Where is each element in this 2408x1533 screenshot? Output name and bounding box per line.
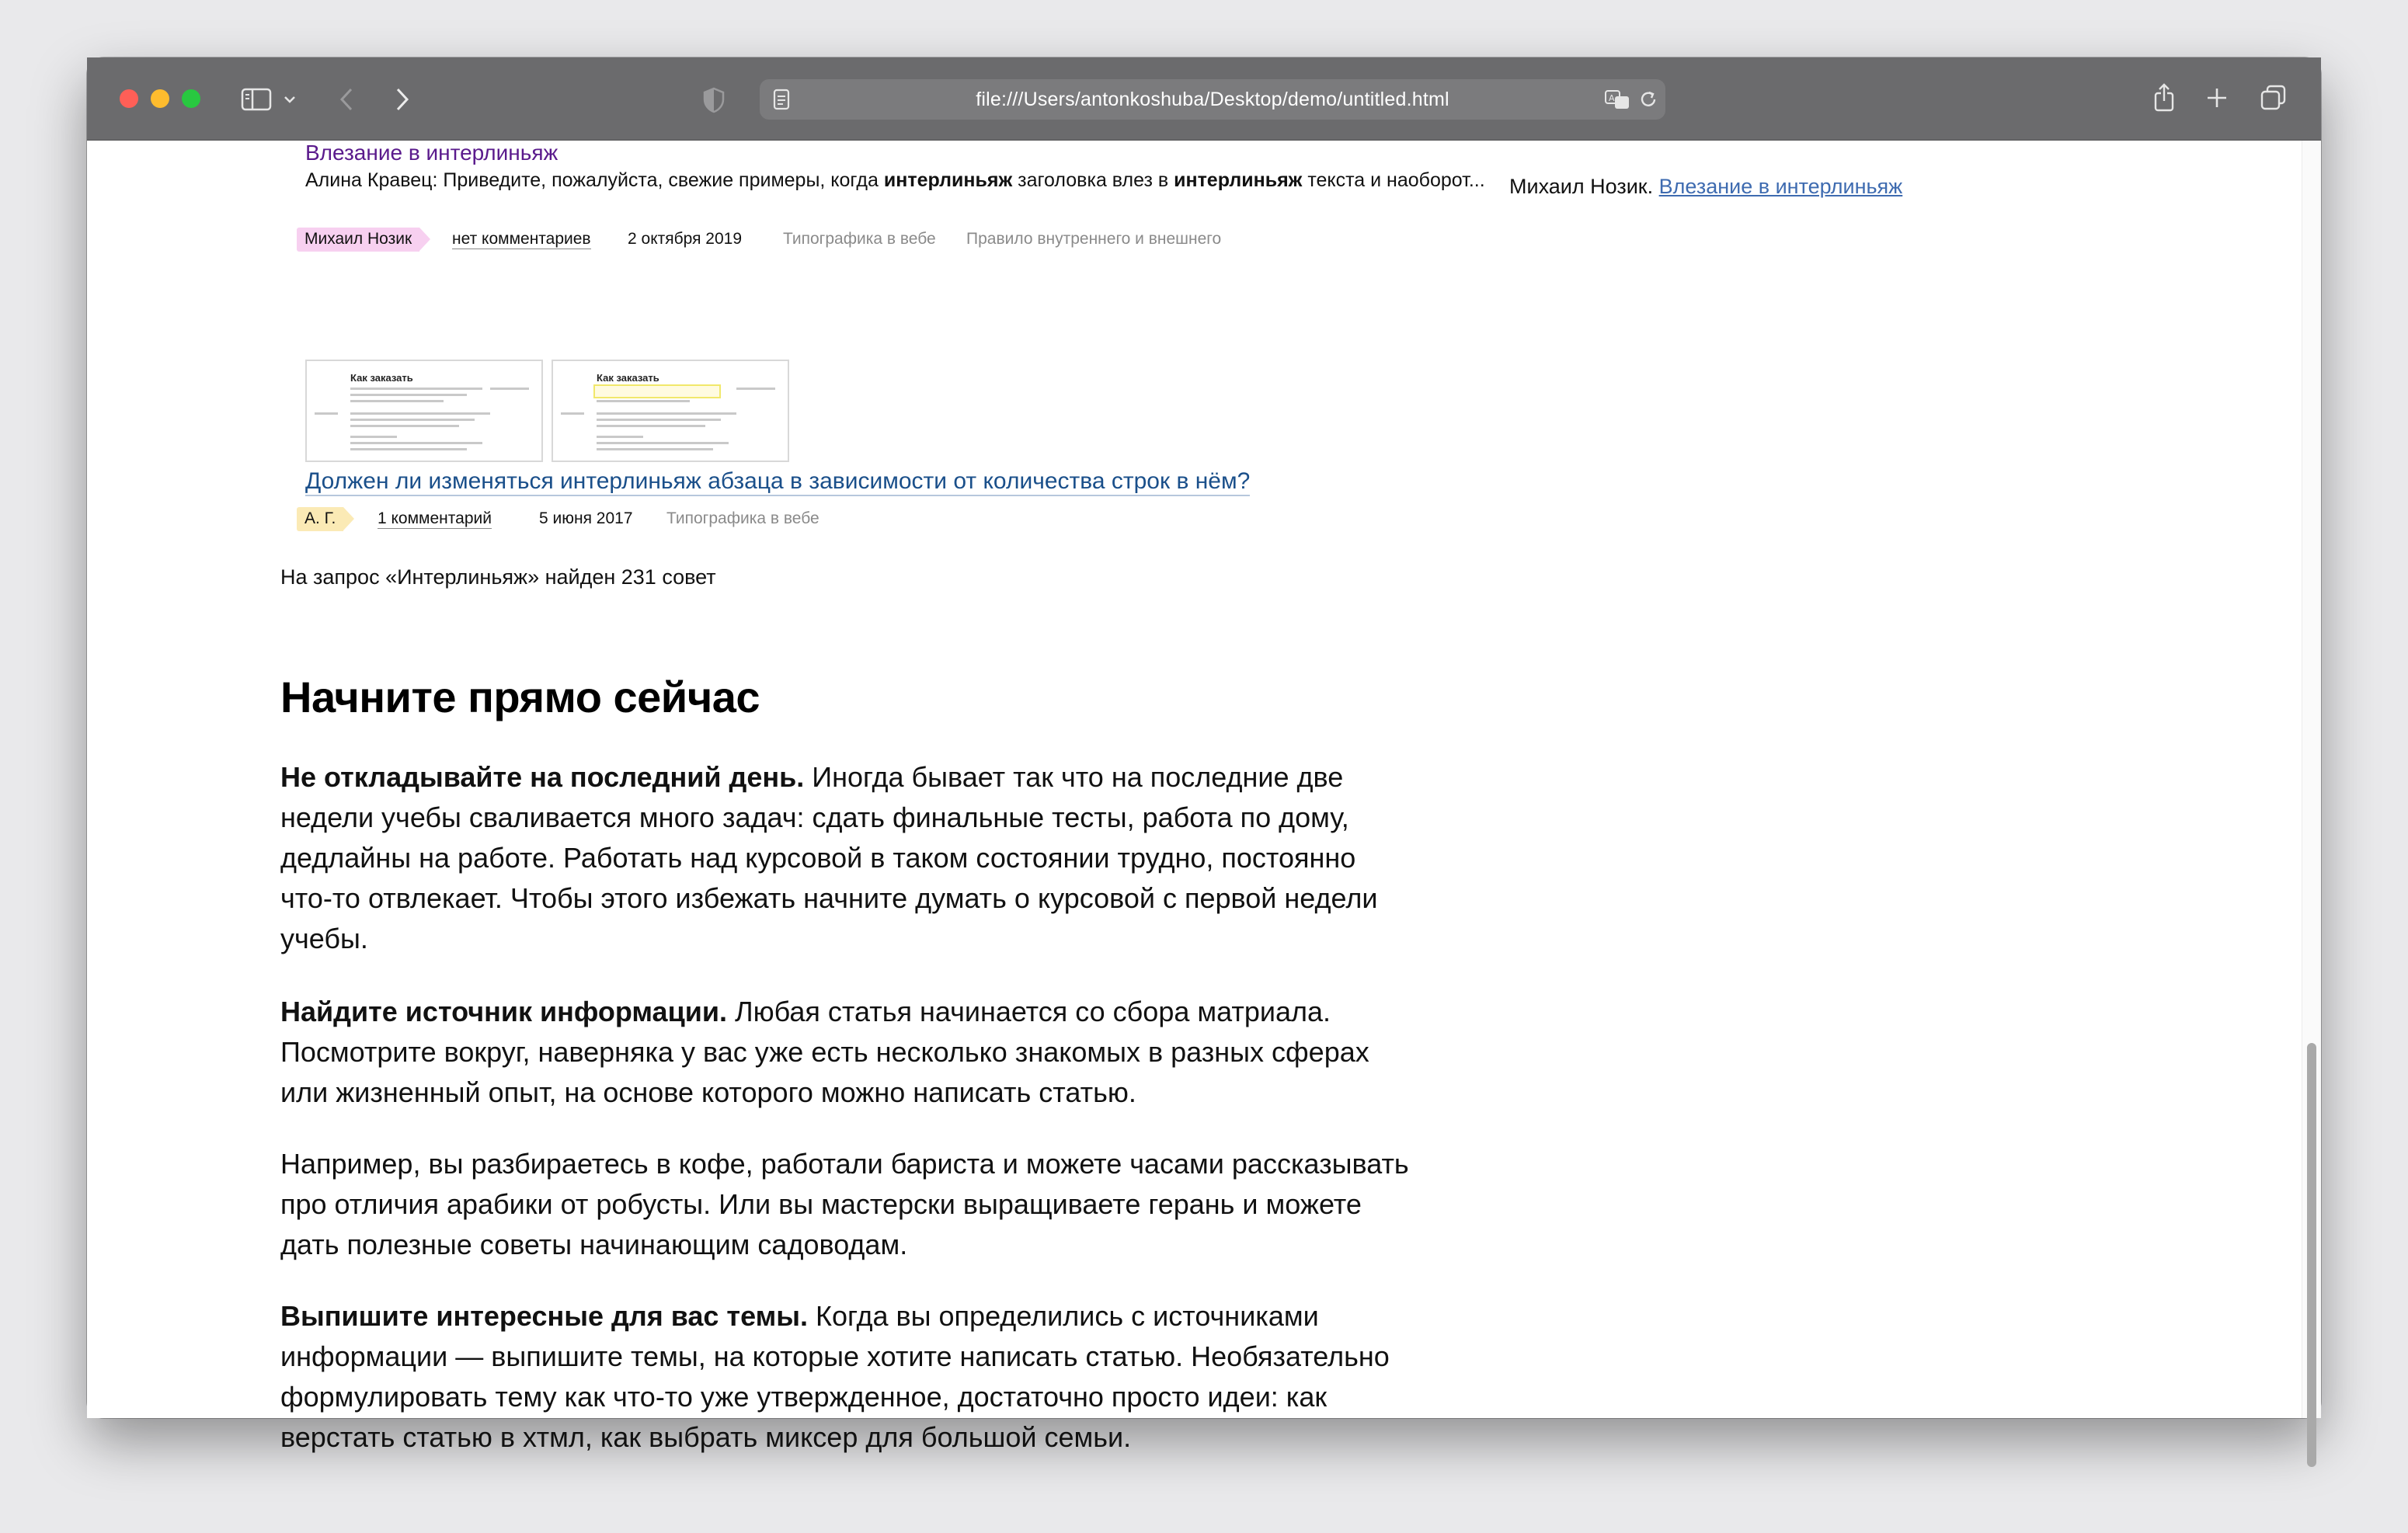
paragraph-line: верстать статью в хтмл, как выбрать миксер для большой семьи.	[280, 1421, 1132, 1453]
article-paragraph	[280, 1296, 1512, 1458]
snippet-highlight: интерлиньяж	[883, 169, 1013, 191]
date-text: 5 июня 2017	[539, 509, 633, 527]
side-note-link[interactable]: Влезание в интерлиньяж	[1658, 175, 1903, 198]
svg-text:A: A	[1609, 93, 1615, 103]
chevron-down-icon[interactable]	[281, 92, 298, 107]
article-paragraph	[280, 992, 1512, 1113]
zoom-window-button[interactable]	[182, 89, 200, 108]
author-tag[interactable]: Михаил Нозик	[297, 228, 419, 252]
paragraph-line: Иногда бывает так что на последние две	[804, 761, 1344, 793]
scrollbar-thumb[interactable]	[2307, 1043, 2316, 1467]
category-link[interactable]: Правило внутреннего и внешнего	[966, 230, 1222, 248]
category-link[interactable]: Типографика в вебе	[783, 230, 936, 248]
new-tab-icon[interactable]	[2204, 85, 2229, 110]
snippet-text: Алина Кравец: Приведите, пожалуйста, свежие примеры, когда	[305, 169, 884, 191]
date-text: 2 октября 2019	[628, 230, 742, 248]
article-paragraph	[280, 1144, 1512, 1265]
back-button[interactable]	[336, 84, 357, 115]
snippet-text: текста и наоборот...	[1302, 169, 1485, 191]
thumbnail-title: Как заказать	[350, 372, 413, 384]
paragraph-lead: Найдите источник информации.	[280, 996, 727, 1027]
result-title-link[interactable]: Должен ли изменяться интерлиньяж абзаца в зависимости от количества строк в нём?	[305, 468, 1250, 496]
comments-link[interactable]: нет комментариев	[452, 230, 591, 248]
paragraph-line: информации — выпишите темы, на которые хотите написать статью. Необязательно	[280, 1340, 1390, 1372]
paragraph-line: что-то отвлекает. Чтобы этого избежать начните думать о курсовой с первой недели	[280, 882, 1378, 914]
page-content	[87, 141, 2321, 1453]
share-icon[interactable]	[2150, 81, 2178, 115]
reload-icon[interactable]	[1637, 89, 1659, 110]
browser-toolbar	[87, 57, 2321, 141]
translate-icon[interactable]	[1603, 89, 1633, 110]
side-note	[1509, 175, 1902, 199]
side-note-author: Михаил Нозик.	[1509, 175, 1654, 198]
privacy-shield-icon[interactable]	[701, 85, 727, 115]
article-paragraph	[280, 757, 1512, 959]
paragraph-line: про отличия арабики от робусты. Или вы мастерски выращиваете герань и можете	[280, 1188, 1362, 1220]
result-meta	[297, 507, 1074, 532]
tab-overview-icon[interactable]	[2259, 84, 2288, 112]
minimize-window-button[interactable]	[151, 89, 169, 108]
browser-window	[87, 57, 2321, 1453]
paragraph-lead: Выпишите интересные для вас темы.	[280, 1300, 808, 1332]
search-summary: На запрос «Интерлиньяж» найден 231 совет	[280, 565, 716, 589]
result-title-link[interactable]: Влезание в интерлиньяж	[305, 141, 559, 165]
paragraph-line: Посмотрите вокруг, наверняка у вас уже есть несколько знакомых в разных сферах	[280, 1036, 1369, 1068]
paragraph-line: или жизненный опыт, на основе которого можно написать статью.	[280, 1076, 1136, 1108]
close-window-button[interactable]	[120, 89, 138, 108]
category-link[interactable]: Типографика в вебе	[666, 509, 819, 527]
url-text[interactable]: file:///Users/antonkoshuba/Desktop/demo/untitled.html	[976, 89, 1449, 110]
result-snippet	[305, 169, 1486, 192]
paragraph-line: Когда вы определились с источниками	[808, 1300, 1319, 1332]
paragraph-line: Любая статья начинается со сбора матриала.	[726, 996, 1331, 1027]
paragraph-line: недели учебы сваливается много задач: сдать финальные тесты, работа по дому,	[280, 801, 1349, 833]
snippet-text: заголовка влез в	[1012, 169, 1174, 191]
thumbnail-title: Как заказать	[597, 372, 659, 384]
paragraph-line: формулировать тему как что-то уже утвержденное, достаточно просто идеи: как	[280, 1381, 1328, 1413]
author-tag[interactable]: А. Г.	[297, 507, 343, 531]
paragraph-line: дать полезные советы начинающим садоводам.	[280, 1229, 908, 1260]
thumbnail-image[interactable]	[305, 360, 543, 462]
paragraph-line: Например, вы разбираетесь в кофе, работали бариста и можете часами рассказывать	[280, 1148, 1409, 1180]
snippet-highlight: интерлиньяж	[1174, 169, 1303, 191]
sidebar-toggle-icon[interactable]	[239, 85, 273, 113]
paragraph-line: учебы.	[280, 923, 368, 954]
paragraph-line: дедлайны на работе. Работать над курсовой в таком состоянии трудно, постоянно	[280, 842, 1356, 874]
forward-button[interactable]	[391, 84, 413, 115]
article-heading: Начните прямо сейчас	[280, 673, 760, 721]
thumbnail-image[interactable]	[552, 360, 789, 462]
result-meta	[297, 228, 1384, 252]
paragraph-lead: Не откладывайте на последний день.	[280, 761, 805, 793]
comments-link[interactable]: 1 комментарий	[378, 509, 492, 527]
address-bar[interactable]	[760, 79, 1665, 120]
